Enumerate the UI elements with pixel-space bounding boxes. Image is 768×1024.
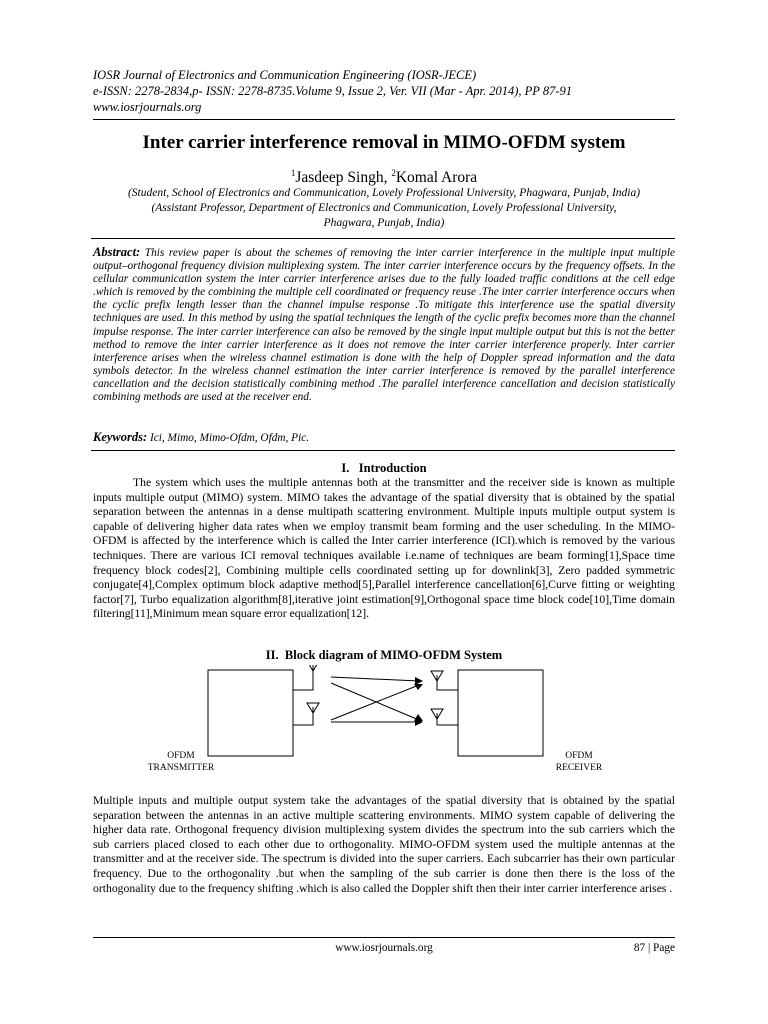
section-heading-block-diagram: II. Block diagram of MIMO-OFDM System	[265, 648, 503, 662]
affiliation-2-cont: Phagwara, Punjab, India)	[323, 217, 445, 229]
page-number: 87 | Page	[633, 942, 675, 954]
rx-antenna-1-icon	[431, 671, 458, 690]
transmitter-label-line1: OFDM	[167, 751, 195, 761]
footer-website: www.iosrjournals.org	[335, 942, 433, 954]
author1-mark: 1	[290, 168, 296, 178]
mimo-ofdm-paragraph: Multiple inputs and multiple output system take the advantages of the spatial diversity that is obtained by the spatial separation between the antennas in an active multiple scattering environments. MIMO system capable of delivering the higher data rate. Orthogonal frequency division multiplexing system divides the spectrum into the sub carriers which the sub carriers placed closed to each other due to orthogonality. MIMO-OFDM system used the multiple antennas at the transmitter and at the receiver side. The spectrum is divided into the super carriers. Each subcarrier has their own particular frequency. Due to the orthogonality .but when the sampling of the sub carrier is done then there is the loss of the orthogonality due to the frequency shifting .which is also called the Doppler shift then their inter carrier interference arises .	[93, 794, 675, 895]
affiliation-1: (Student, School of Electronics and Communication, Lovely Professional University, Phagwara, Punjab, India)	[127, 187, 641, 199]
abstract	[93, 246, 675, 404]
paper-title: Inter carrier interference removal in MIMO-OFDM system	[142, 132, 626, 153]
affiliation-2: (Assistant Professor, Department of Electronics and Communication, Lovely Professional University,	[151, 202, 617, 214]
rx-antenna-2-icon	[431, 709, 458, 725]
transmitter-label	[126, 750, 236, 774]
keywords-label: Keywords:	[93, 430, 148, 444]
journal-website: www.iosrjournals.org	[93, 100, 202, 114]
abstract-text: This review paper is about the schemes of removing the inter carrier interference in the multiple input multiple output–orthogonal frequency division multiplexing system. The inter carrier interference occurs by the frequency offsets. In the cellular communication system the inter carrier interference arises due to the fully loaded traffic conditions at the cell edge .which is removed by the combining the multiple cell coordinated or frequency reuse .The inter carrier interference occurs when the cyclic prefix length lesser than the channel impulse response .To mitigate this interference use the spatial diversity techniques are used. In this method by using the spatial techniques the length of the cyclic prefix becomes more than the channel impulse response. The inter carrier interference can also be removed by the single input multiple output but this is not the better method to remove the inter carrier interference as it does not remove the inter carrier interference properly. Inter carrier interference arises when the wireless channel estimation is done with the help of Doppler spread information and the data symbols detector. In the wireless channel estimation the inter carrier interference is removed by the parallel interference cancellation and the decision statistically combining method .The parallel interference cancellation and decision statistically combining methods are used at the receiver end.	[93, 247, 675, 404]
issn-line: e-ISSN: 2278-2834,p- ISSN: 2278-8735.Volume 9, Issue 2, Ver. VII (Mar - Apr. 2014), PP 87-91	[93, 84, 572, 98]
tx-antenna-2-icon	[293, 703, 319, 725]
tx-antenna-1-icon	[293, 665, 319, 690]
receiver-block	[458, 670, 543, 756]
receiver-label	[524, 750, 634, 774]
author-line	[93, 163, 675, 188]
header-divider	[93, 119, 675, 120]
journal-name: IOSR Journal of Electronics and Communication Engineering (IOSR-JECE)	[93, 68, 477, 82]
abstract-label: Abstract:	[93, 245, 141, 259]
transmitter-label-line2: TRANSMITTER	[147, 763, 215, 773]
author2-name: Komal Arora	[395, 169, 478, 187]
introduction-paragraph: The system which uses the multiple antennas both at the transmitter and the receiver side is known as multiple inputs multiple output (MIMO) system. MIMO takes the advantage of the spatial diversity that is obtained by the spatial separation between the antennas in a dense multipath scattering environment. Multiple inputs multiple output system is capable of delivering higher data rates when we employ transmit beam forming and the user scheduling. In the MIMO-OFDM is affected by the interference which is called the Inter carrier interference (ICI).which is removed by the various techniques. There are various ICI removal techniques available i.e.name of techniques are beam forming[1],Space time frequency block codes[2], Combining multiple cells coordinated setting up for downlink[3], Zero padded symmetric conjugate[4],Complex optimum block adaptive method[5],Parallel interference cancellation[6],Curve fitting or weighting factor[7], Turbo equalization algorithm[8],iterative joint estimation[9],Orthogonal space time block code[10],Time domain filtering[11],Minimum mean square error equalization[12].	[93, 476, 675, 621]
receiver-label-line2: RECEIVER	[555, 763, 603, 773]
keywords	[93, 430, 675, 445]
channel-path-1-1	[331, 677, 419, 681]
receiver-label-line1: OFDM	[565, 751, 593, 761]
transmitter-block	[208, 670, 293, 756]
footer-divider	[93, 937, 675, 938]
author2-mark: 2	[391, 168, 396, 178]
author1-name: Jasdeep Singh,	[295, 169, 392, 187]
section-heading-introduction: I. Introduction	[341, 461, 427, 475]
keywords-text: Ici, Mimo, Mimo-Ofdm, Ofdm, Pic.	[147, 432, 310, 444]
